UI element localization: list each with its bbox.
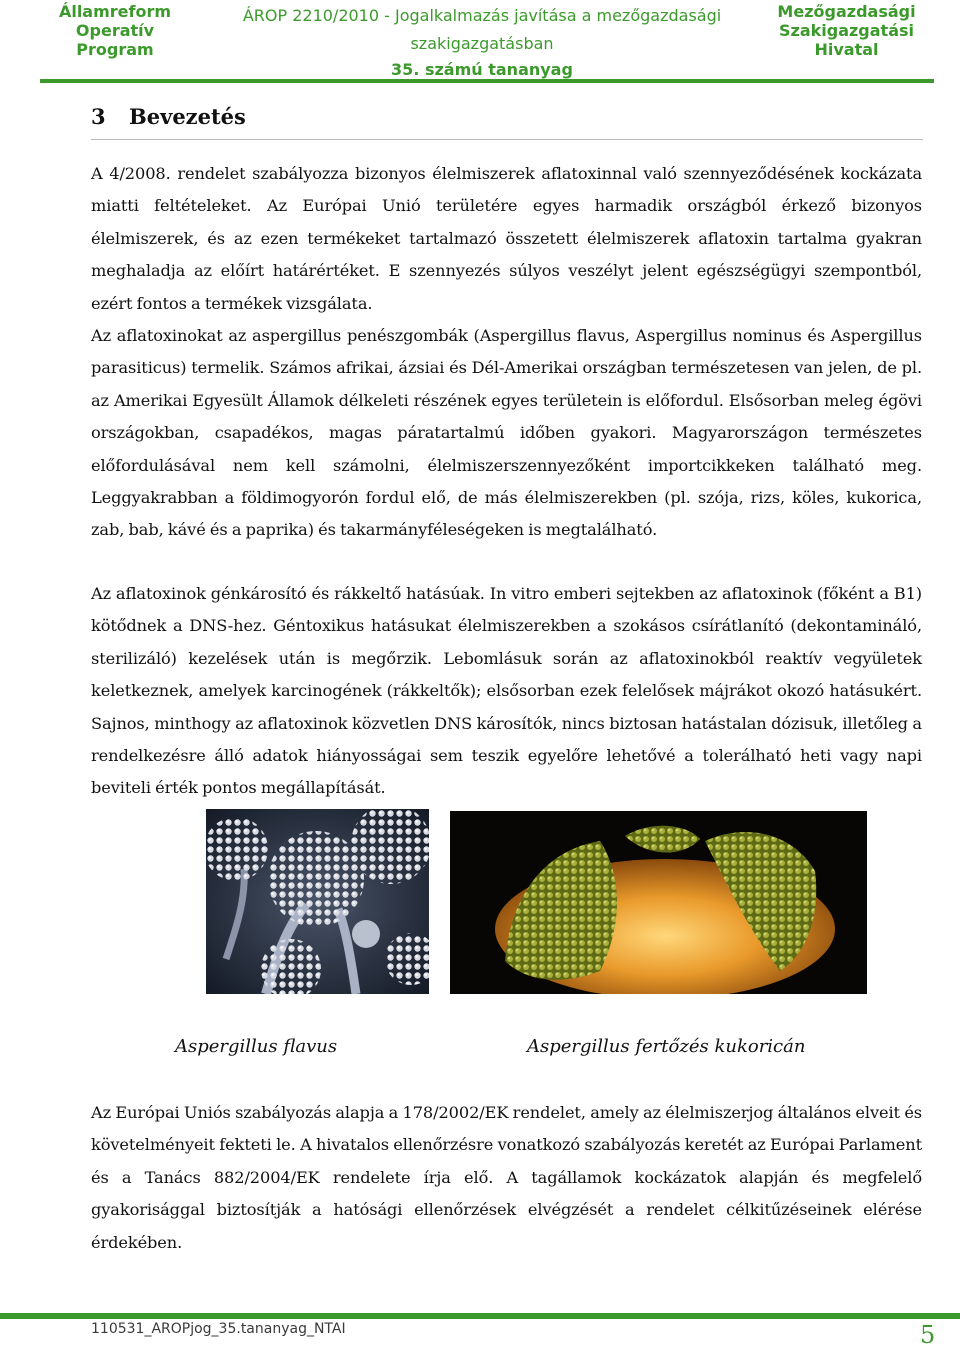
footer-rule xyxy=(0,1313,960,1319)
page-number: 5 xyxy=(920,1321,936,1349)
infected-corn-kernel-photo xyxy=(450,811,867,994)
header-program-name: Államreform Operatív Program xyxy=(58,2,172,59)
header-project-title xyxy=(232,2,732,82)
footer-document-id: 110531_AROPjog_35.tananyag_NTAI xyxy=(91,1321,346,1337)
header-office-name: Mezőgazdasági Szakigazgatási Hivatal xyxy=(777,2,916,59)
paragraph-aspergillus: Az aflatoxinokat az aspergillus penészgombák (Aspergillus flavus, Aspergillus nominus és Aspergillus parasiticus) termelik. Számos afrikai, ázsiai és Dél-Amerikai országban természetesen van jelen, de pl. az Amerikai Egyesült Államok délkeleti részének egyes területein is előfordul. Elsősorban meleg égövi országokban, csapadékos, magas páratartalmú időben gyakori. Magyarországon természetes előfordulásával nem kell számolni, élelmiszerszennyezőként importcikkeken található meg. Leggyakrabban a földimogyorón fordul elő, de más élelmiszerekben (pl. szója, rizs, köles, kukorica, zab, bab, kávé és a paprika) és takarmányféleségeken is megtalálható. xyxy=(91,326,922,540)
section-title: Bevezetés xyxy=(129,104,246,129)
figure-caption-aspergillus-flavus: Aspergillus flavus xyxy=(175,1036,338,1057)
paragraph-intro: A 4/2008. rendelet szabályozza bizonyos élelmiszerek aflatoxinnal való szennyeződésének kockázata miatti feltételeket. Az Európai Unió területére egyes harmadik országból érkező bizonyos élelmiszerek, és az ezen termékeket tartalmazó összetett élelmiszerek aflatoxin tartalma gyakran meghaladja az előírt határértéket. E szennyezés súlyos veszélyt jelent egészségügyi szempontból, ezért fontos a termékek vizsgálata. xyxy=(91,164,922,313)
figure-caption-corn-infection: Aspergillus fertőzés kukoricán xyxy=(527,1036,806,1057)
paragraph-health-effects: Az aflatoxinok génkárosító és rákkeltő hatásúak. In vitro emberi sejtekben az aflatoxinok (főként a B1) kötődnek a DNS-hez. Géntoxikus hatásukat élelmiszerekben a szokásos csírátlanító (dekontamináló, sterilizáló) kezelések után is megőrzik. Lebomlásuk során az aflatoxinokból reaktív vegyületek keletkeznek, amelyek karcinogének (rákkeltők); elsősorban ezek felelősek májrákot okozó hatásukért. Sajnos, minthogy az aflatoxinok közvetlen DNS károsítók, nincs biztosan hatástalan dózisuk, illetőleg a rendelkezésre álló adatok hiányosságai sem teszik egyelőre lehetővé a tolerálható heti vagy napi beviteli érték pontos megállapítását. xyxy=(91,584,922,798)
section-heading xyxy=(91,104,923,140)
paragraph-eu-regulation: Az Európai Uniós szabályozás alapja a 178/2002/EK rendelet, amely az élelmiszerjog általános elveit és követelményeit fekteti le. A hivatalos ellenőrzésre vonatkozó szabályozás keretét az Európai Parlament és a Tanács 882/2004/EK rendelete írja elő. A tagállamok kockázatok alapján és megfelelő gyakorisággal biztosítják a hatósági ellenőrzések elvégzését a rendelet célkitűzéseinek elérése érdekében. xyxy=(91,1103,922,1252)
section-number: 3 xyxy=(91,104,106,129)
header-lesson-number: 35. számú tananyag xyxy=(391,60,573,79)
aspergillus-flavus-photo xyxy=(206,809,429,994)
header-rule xyxy=(40,79,934,83)
header-project-line: ÁROP 2210/2010 - Jogalkalmazás javítása a mezőgazdasági szakigazgatásban xyxy=(242,6,722,53)
page-header xyxy=(0,0,960,82)
